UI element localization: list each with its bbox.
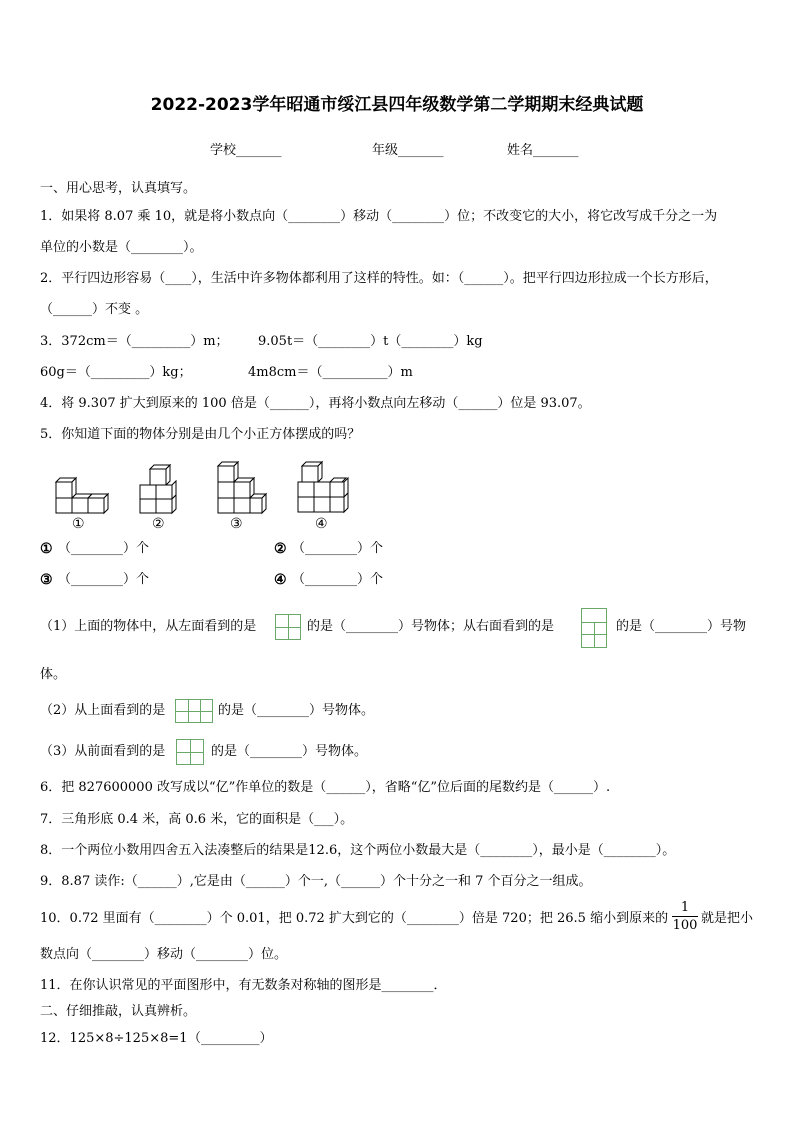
question-4: 4．将 9.307 扩大到原来的 100 倍是（______），再将小数点向左移动（______）位是 93.07。 — [40, 396, 591, 411]
cube-figure-3 — [210, 460, 270, 516]
section-2-heading: 二、仔细推敲，认真辨析。 — [40, 1004, 197, 1019]
answer-1-blank: （________）个 — [58, 541, 150, 556]
question-8: 8．一个两位小数用四舍五入法凑整后的结果是12.6，这个两位小数最大是（________），最小是（________）。 — [40, 843, 676, 858]
figure-label-2: ② — [152, 516, 165, 532]
question-2-line-2: （______）不变 。 — [40, 302, 149, 317]
answer-3-blank: （________）个 — [58, 572, 150, 587]
answer-2-blank: （________）个 — [292, 541, 384, 556]
question-9: 9．8.87 读作:（______）,它是由（______）个一,（______）个十分之一和 7 个百分之一组成。 — [40, 874, 592, 889]
question-1-line-2: 单位的小数是（________）。 — [40, 240, 203, 255]
question-6: 6．把 827600000 改写成以“亿”作单位的数是（______），省略“亿”位后面的尾数约是（______）. — [40, 780, 611, 795]
front-view-grid-icon — [176, 739, 204, 765]
figure-label-1: ① — [72, 516, 85, 532]
answer-mark-3: ③ — [40, 572, 53, 588]
question-5-sub-1-part-b: 的是（________）号物体；从右面看到的是 — [307, 619, 555, 634]
question-5: 5．你知道下面的物体分别是由几个小正方体摆成的吗？ — [40, 427, 361, 442]
fraction-one-hundredth — [672, 900, 698, 933]
school-field: 学校_______ — [210, 143, 282, 158]
fraction-denominator: 100 — [672, 918, 698, 933]
question-5-sub-3-part-a: （3）从前面看到的是 — [40, 744, 166, 759]
answer-mark-4: ④ — [274, 572, 287, 588]
question-10-line-1: 10．0.72 里面有（________）个 0.01，把 0.72 扩大到它的（________）倍是 720；把 26.5 缩小到原来的 — [40, 911, 669, 926]
answer-4-blank: （________）个 — [292, 572, 384, 587]
question-12: 12．125×8÷125×8=1 — [40, 1031, 188, 1046]
top-view-grid-icon — [175, 699, 213, 723]
cube-figure-2 — [136, 463, 186, 515]
question-10-line-1-end: 就是把小 — [701, 911, 754, 926]
cube-figure-4 — [294, 458, 354, 516]
answer-mark-2: ② — [274, 541, 287, 557]
question-5-sub-1-part-a: （1）上面的物体中，从左面看到的是 — [40, 619, 257, 634]
question-11: 11．在你认识常见的平面图形中，有无数条对称轴的图形是________． — [40, 978, 447, 993]
question-5-sub-3-part-b: 的是（________）号物体。 — [211, 744, 368, 759]
figure-label-3: ③ — [230, 516, 243, 532]
question-5-sub-2-part-a: （2）从上面看到的是 — [40, 703, 166, 718]
question-7: 7．三角形底 0.4 米，高 0.6 米，它的面积是（___）。 — [40, 812, 354, 827]
fraction-numerator: 1 — [680, 900, 690, 915]
question-3-part-b: 9.05t＝（________）t（________）kg — [258, 334, 483, 349]
cube-figure-1 — [52, 460, 112, 516]
question-5-sub-2-part-b: 的是（________）号物体。 — [218, 703, 375, 718]
question-5-sub-1-part-c: 的是（________）号物 — [616, 619, 747, 634]
question-10-line-2: 数点向（________）移动（________）位。 — [40, 947, 288, 962]
left-view-grid-icon — [275, 614, 301, 640]
question-5-sub-1-part-d: 体。 — [40, 667, 67, 682]
question-3-part-a: 3．372cm＝（_________）m； — [40, 334, 229, 349]
question-3-part-c: 60g＝（_________）kg； — [40, 365, 192, 380]
question-3-part-d: 4m8cm＝（__________）m — [248, 365, 413, 380]
name-field: 姓名_______ — [507, 143, 579, 158]
answer-mark-1: ① — [40, 541, 53, 557]
question-1-line-1: 1．如果将 8.07 乘 10，就是将小数点向（________）移动（________）位；不改变它的大小，将它改写成千分之一为 — [40, 209, 718, 224]
page-title: 2022-2023学年昭通市绥江县四年级数学第二学期期末经典试题 — [150, 95, 644, 115]
question-12-blank: （_________） — [188, 1031, 273, 1046]
section-1-heading: 一、用心思考，认真填写。 — [40, 181, 197, 196]
question-2-line-1: 2．平行四边形容易（____），生活中许多物体都利用了这样的特性。如：（______）。把平行四边形拉成一个长方形后， — [40, 271, 718, 286]
grade-field: 年级_______ — [372, 143, 444, 158]
figure-label-4: ④ — [315, 516, 328, 532]
right-view-grid-icon — [581, 608, 607, 648]
